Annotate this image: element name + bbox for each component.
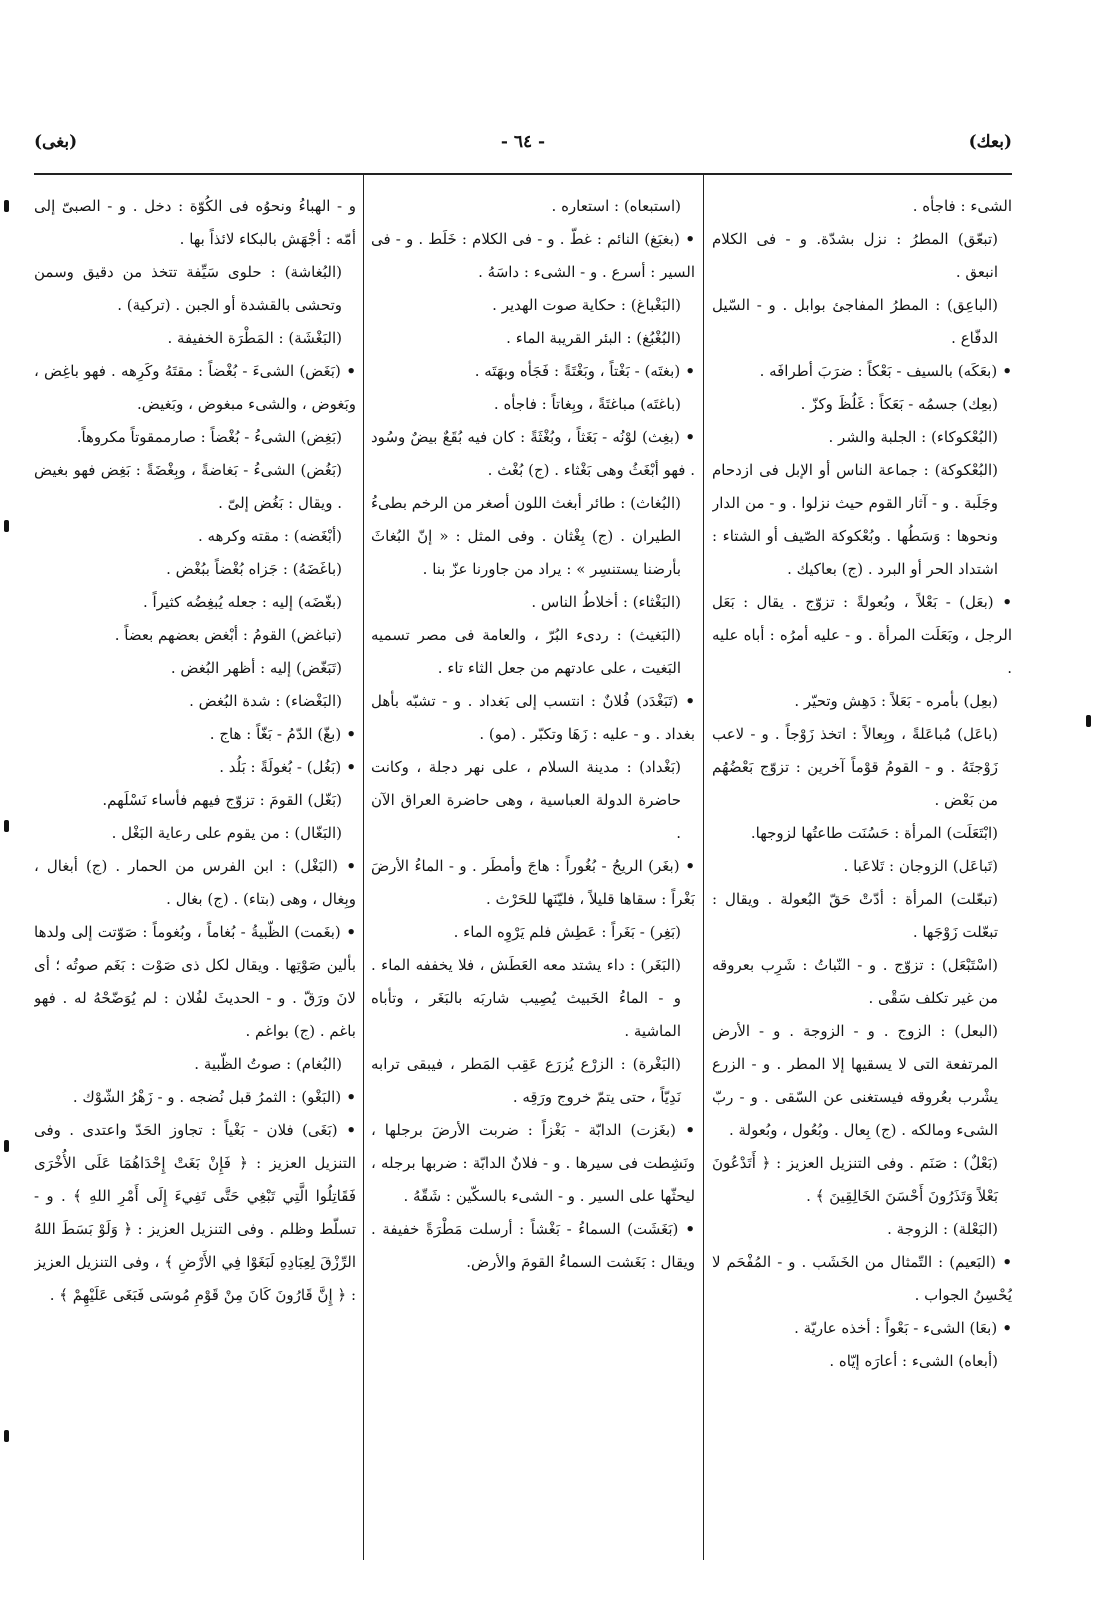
dictionary-entry: و - الهباءُ ونحوُه فى الكُوّة : دخل . و - الصبىّ إلى أمّه : أجْهَش بالبكاء لائذاً بها . — [34, 197, 356, 248]
dictionary-entry: (البعل) : الزوج . و - الزوجة . و - الأرض المرتفعة التى لا يسقيها إلا المطر . و - الزرع يشْرب بعُروقه فيستغنى عن السّقى . و - ربّ الشىء ومالكه . (ج) بِعال . وبُعُول ، وبُعولة . — [712, 1022, 998, 1139]
scan-mark — [4, 1140, 9, 1152]
dictionary-entry: (بعِك) جسمُه - بَعَكاً : غَلُظَ وكزّ . — [800, 395, 998, 413]
dictionary-entry: (البُعْكوكاء) : الجلبة والشر . — [828, 428, 998, 446]
scan-mark — [4, 820, 9, 832]
dictionary-entry: (بَغِض) الشىءُ - بُغْضاً : صارممقوتاً مكروهاً. — [76, 428, 342, 446]
dictionary-entry: (البُغاث) : طائر أبغث اللون أصغر من الرخم بطىءُ الطيران . (ج) بِغْثان . وفى المثل : « إنّ البُغاثَ بأرضنا يستنسِر » : يراد من جاورنا عزّ بنا . — [371, 494, 681, 578]
dictionary-entry-main: • (بغّ) الدّمُ - بَغّاً : هاج . — [34, 718, 356, 751]
dictionary-entry: (بغّضَه) إليه : جعله يُبغِضُه كثيراً . — [142, 593, 342, 611]
dictionary-entry: (باغتَه) مباغتَةً ، وبِغاتاً : فاجأه . — [493, 395, 681, 413]
header-rule — [34, 173, 1012, 175]
dictionary-entry-main: • (بغِث) لوْنُه - بَغَثاً ، وبُغْثَةً : كان فيه بُقَعٌ بيضٌ وسُود . فهو أبْغَثُ وهى بَغْثاء . (ج) بُغْث . — [371, 421, 695, 487]
dictionary-entry: (البُغاشة) : حلوى سَيِّفة تتخذ من دقيق وسمن وتحشى بالقشدة أو الجبن . (تركية) . — [34, 263, 342, 314]
dictionary-entry: (البُغام) : صوتُ الظّبية . — [194, 1055, 342, 1073]
header-headword-left: (بغى) — [34, 132, 78, 152]
dictionary-entry: (البُغْبُغ) : البئر القريبة الماء . — [506, 329, 681, 347]
dictionary-entry: (البَغْضاء) : شدة البُغض . — [189, 692, 342, 710]
dictionary-entry: (باعَل) مُباعَلةً ، وبِعالاً : اتخذ زَوْجاً . و - لاعب زَوْجتَهُ . و - القومُ قوْماً آخرين : تزوّج بَعْضُهُم من بَعْض . — [712, 725, 998, 809]
column-right — [712, 190, 1012, 1562]
dictionary-entry: (تَباعَل) الزوجان : تَلاعَبا . — [843, 857, 998, 875]
dictionary-entry: (بَعْلٌ) : صَنَم . وفى التنزيل العزيز : ﴿ أَتَدْعُونَ بَعْلاً وَتَذَرُونَ أَحْسَنَ الخَالِقِينَ ﴾ . — [712, 1154, 998, 1205]
dictionary-entry-main: • (البَغْل) : ابن الفرس من الحمار . (ج) أبغال ، وبِغال ، وهى (بتاء) . (ج) بغال . — [34, 850, 356, 916]
dictionary-entry: (تَبَغّض) إليه : أظهر البُغض . — [170, 659, 342, 677]
header-headword-right: (بعك) — [968, 132, 1012, 152]
dictionary-entry-main: • (بعَكَه) بالسيف - بَعْكاً : ضرَبَ أطرافَه . — [712, 355, 1012, 388]
dictionary-entry-main: • (بغَر) الريحُ - بُغُوراً : هاجَ وأمطَر . و - الماءُ الأرضَ بَغْراً : سقاها قليلاً ، فليّنَها للحَرْث . — [371, 850, 695, 916]
dictionary-entry-main: • (بَغَشَت) السماءُ - بَغْشاً : أرسلت مَطْرَةً خفيفة . ويقال : بَغَشت السماءُ القومَ والأرض. — [371, 1213, 695, 1279]
dictionary-entry: (بَغْداد) : مدينة السلام ، على نهر دجلة ، وكانت حاضرة الدولة العباسية ، وهى حاضرة العراق الآن . — [371, 758, 681, 842]
dictionary-entry: (تباغض) القومُ : أبْغض بعضهم بعضاً . — [114, 626, 342, 644]
dictionary-entry: (تبعّلت) المرأة : أدّتْ حَقّ البُعولة . ويقال : تبعّلت زَوْجَها . — [712, 890, 998, 941]
dictionary-entry: (البَغْشَة) : المَطْرَة الخفيفة . — [167, 329, 342, 347]
column-divider-left — [363, 175, 364, 1560]
dictionary-entry-main: • (بغَزت) الدابّة - بَغْزاً : ضربت الأرضَ برجلها ، ونَشِطت فى سيرها . و - فلانٌ الدابّة : ضربها برجله ، ليحثّها على السير . و - الشىء بالسكّين : شَقّهُ . — [371, 1114, 695, 1213]
page-header — [34, 128, 1012, 162]
dictionary-entry: (البَغْرة) : الزرْع يُزرَع عَقِب المَطر ، فيبقى ترابه نَدِيّاً ، حتى يتمّ خروج ورَقِه . — [371, 1055, 681, 1106]
dictionary-entry: الشىء : فاجأه . — [912, 197, 1012, 215]
column-middle — [371, 190, 695, 1562]
dictionary-entry: (البَغْثاء) : أخلاطُ الناس . — [531, 593, 681, 611]
dictionary-entry: (البَعْلة) : الزوجة . — [887, 1220, 998, 1238]
dictionary-entry: (اسْتَبْعَل) : تزوّج . و - النّباتُ : شَرِب بعروقه من غير تكلف سَقْى . — [712, 956, 998, 1007]
dictionary-entry: (بَغِر) - بَغَراً : عَطِش فلم يَرْوِه الماء . — [453, 923, 681, 941]
dictionary-entry: (البُعْكوكة) : جماعة الناس أو الإبل فى ازدحام وجَلَبة . و - آثار القوم حيث نزلوا . و - من الدار ونحوها : وَسَطُها . وبُعْكوكة الصّيف أو الشتاء : اشتداد الحر أو البرد . (ج) بعاكيك . — [712, 461, 998, 578]
column-divider-right — [703, 175, 704, 1560]
dictionary-entry-main: • (بغتَه) - بَغْتاً ، وبَغْتَةً : فَجَأه وبهَتَه . — [371, 355, 695, 388]
dictionary-entry-main: • (بَغَض) الشىءَ - بُغْضاً : مقتَهُ وكَرِهه . فهو باغِض ، وبَغوض ، والشىء مبغوض ، وبَغيض. — [34, 355, 356, 421]
dictionary-entry: (البَغَر) : داء يشتد معه العَطَش ، فلا يخففه الماء . و - الماءُ الخَبيث يُصِيب شاربَه بالبَغَر ، وتأباه الماشية . — [371, 956, 681, 1040]
dictionary-entry: (بَغّل) القومَ : تزوّج فيهم فأساء نَسْلَهم. — [102, 791, 342, 809]
dictionary-entry-main: • (بَغَى) فلان - بَغْياً : تجاوز الحَدّ واعتدى . وفى التنزيل العزيز : ﴿ فَإِنْ بَغَتْ إِحْدَاهُمَا عَلَى الأُخْرَى فَقَاتِلُوا الَّتِي تَبْغِي حَتَّى تَفِيءَ إِلَى أَمْرِ اللهِ ﴾ . و - تسلّط وظلم . وفى التنزيل العزيز : ﴿ وَلَوْ بَسَطَ اللهُ الرِّزْقَ لِعِبَادِهِ لَبَغَوْا فِي الأَرْضِ ﴾ ، وفى التنزيل العزيز : ﴿ إِنَّ قَارُونَ كَانَ مِنْ قَوْمِ مُوسَى فَبَغَى عَلَيْهِمْ ﴾ . — [34, 1114, 356, 1312]
dictionary-entry: (ابْتَعَلَت) المرأة : حَسُنَت طاعتُها لزوجها. — [750, 824, 998, 842]
dictionary-entry-main: • (بعَا) الشىء - بَعْواً : أخذه عاريّة . — [712, 1312, 1012, 1345]
dictionary-entry-main: • (بَغُل) - بُغولَةً : بَلُد . — [34, 751, 356, 784]
dictionary-entry-main: • (بغَمت) الظّبيةُ - بُغاماً ، وبُغوماً : صَوّتت إلى ولدها بألين صَوْتِها . ويقال لكل ذى صَوْت : بَغَم صوتُه ؛ أى لانَ ورَقّ . و - الحديثَ لفُلان : لم يُوَضّحْهُ له . فهو باغم . (ج) بواغم . — [34, 916, 356, 1048]
column-left — [34, 190, 356, 1562]
dictionary-entry: (الباعِق) : المطرُ المفاجئ بوابل . و - السّيل الدفّاع . — [712, 296, 998, 347]
dictionary-entry-main: • (بغبَغ) النائم : غطّ . و - فى الكلام : خَلَط . و - فى السير : أسرع . و - الشىء : داسَهُ . — [371, 223, 695, 289]
dictionary-entry: (تبعّق) المطرُ : نزل بشدّة. و - فى الكلام انبعق . — [712, 230, 998, 281]
scan-mark — [4, 1430, 9, 1442]
dictionary-entry-main: • (بعَل) - بَعْلاً ، وبُعولةً : تزوّج . يقال : بَعَل الرجل ، وبَعَلَت المرأة . و - عليه أمرُه : أباه عليه . — [712, 586, 1012, 685]
dictionary-entry: (استبعاه) : استعاره . — [551, 197, 681, 215]
page-number: - ٦٤ - — [500, 132, 546, 152]
dictionary-entry: (البَغيث) : ردىء البُرّ ، والعامة فى مصر تسميه البَغيت ، على عادتهم من جعل الثاء تاء . — [371, 626, 681, 677]
scan-mark — [1086, 715, 1091, 727]
dictionary-entry: (بَغُض) الشىءُ - بَغاضةً ، وبِغْضَةً : بَغِض فهو بغيض . ويقال : بَغُض إلىّ . — [34, 461, 342, 512]
dictionary-entry: (أبعاه) الشىء : أعارَه إيّاه . — [829, 1352, 998, 1370]
dictionary-entry: (البَغْباغ) : حكاية صوت الهدير . — [492, 296, 681, 314]
scan-mark — [4, 200, 9, 212]
dictionary-entry-main: • (البَغْو) : الثمرُ قبل نُضجه . و - زَهْرُ الشّوْك . — [34, 1081, 356, 1114]
dictionary-entry: (البَغّال) : من يقوم على رعاية البَغْل . — [111, 824, 342, 842]
dictionary-entry-main: • (البَعيم) : التّمثال من الخَشَب . و - المُفْحَم لا يُحْسِنُ الجواب . — [712, 1246, 1012, 1312]
dictionary-entry: (بعِل) بأمره - بَعَلاً : دَهِش وتحيّر . — [794, 692, 998, 710]
dictionary-entry: (أبْغَضه) : مقته وكرهه . — [197, 527, 342, 545]
dictionary-entry: (باغَضَهُ) : جَزاه بُغْضاً ببُغْض . — [166, 560, 342, 578]
dictionary-entry-main: • (تَبَغْدَد) فُلانٌ : انتسب إلى بَغداد . و - تشبّه بأهل بغداد . و - عليه : زَهَا وتكبّر . (مو) . — [371, 685, 695, 751]
scan-mark — [4, 520, 9, 532]
